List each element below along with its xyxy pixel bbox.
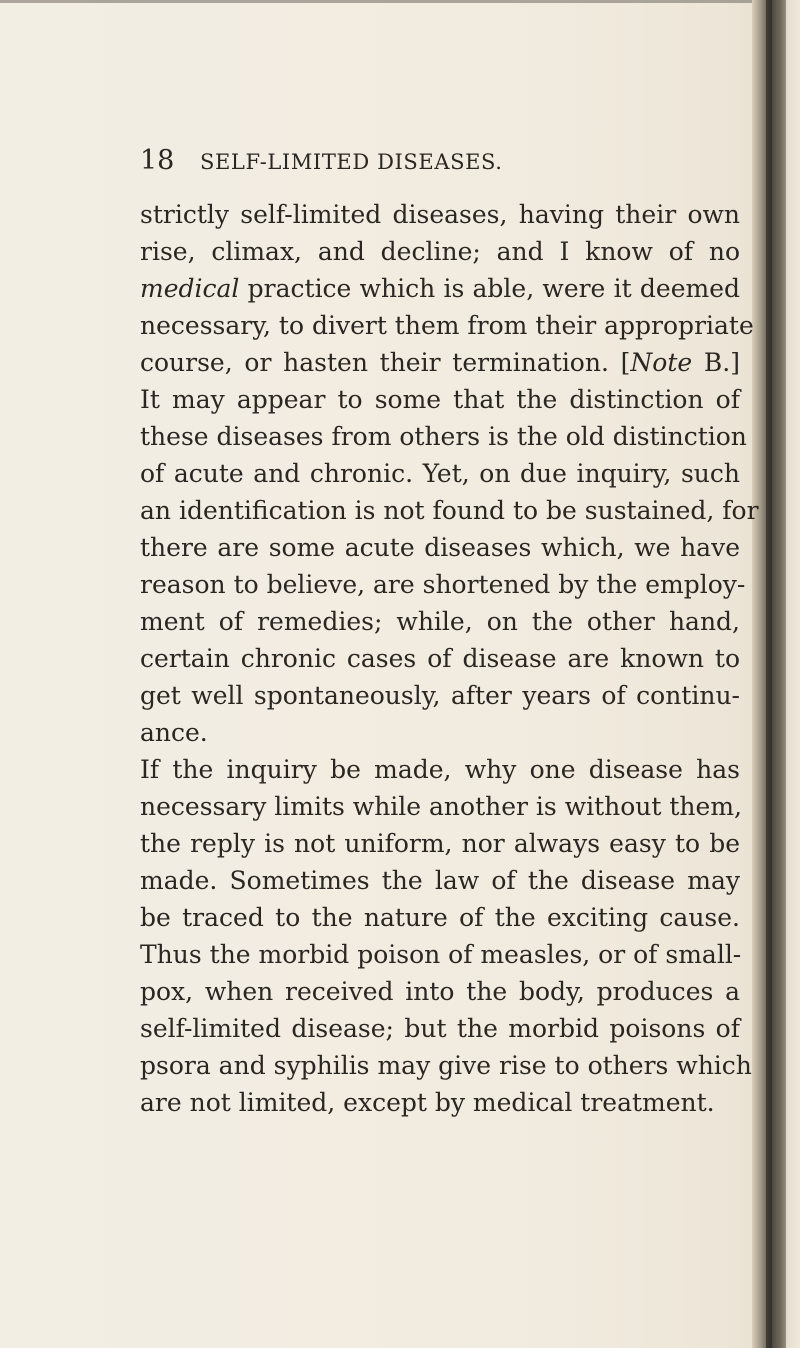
book-gutter-shadow: [766, 0, 772, 1348]
text-line: course, or hasten their termination. [Note B.]: [140, 348, 740, 377]
text-line: ment of remedies; while, on the other hand,: [140, 607, 740, 636]
italic-word: medical: [140, 274, 240, 303]
text-line: there are some acute diseases which, we have: [140, 533, 740, 562]
text-line: reason to believe, are shortened by the employ-: [140, 570, 746, 599]
text-line: Thus the morbid poison of measles, or of small-: [140, 940, 742, 969]
text-line: these diseases from others is the old distinction: [140, 422, 747, 451]
text-line: ance.: [140, 718, 208, 747]
text-line: an identification is not found to be sustained, for: [140, 496, 759, 525]
text-line: be traced to the nature of the exciting cause.: [140, 903, 740, 932]
page-number: 18: [140, 145, 175, 176]
text-line: medical practice which is able, were it deemed: [140, 274, 740, 303]
text-line: psora and syphilis may give rise to others which: [140, 1051, 752, 1080]
text-line: rise, climax, and decline; and I know of no: [140, 237, 740, 266]
text-line: get well spontaneously, after years of continu-: [140, 681, 740, 710]
text-line: of acute and chronic. Yet, on due inquiry, such: [140, 459, 740, 488]
text-line: certain chronic cases of disease are known to: [140, 644, 740, 673]
top-edge-rule: [0, 0, 760, 3]
running-head: SELF-LIMITED DISEASES.: [200, 150, 503, 174]
text-line: made. Sometimes the law of the disease may: [140, 866, 740, 895]
text-line: self-limited disease; but the morbid poisons of: [140, 1014, 740, 1043]
book-gutter-edge: [786, 0, 800, 1348]
italic-word: Note: [630, 348, 693, 377]
text-line: are not limited, except by medical treatment.: [140, 1088, 715, 1117]
text-line: the reply is not uniform, nor always easy to be: [140, 829, 740, 858]
text-line: strictly self-limited diseases, having their own: [140, 200, 740, 229]
text-line: pox, when received into the body, produces a: [140, 977, 740, 1006]
text-line: necessary, to divert them from their appropriate: [140, 311, 754, 340]
body-text: [140, 196, 759, 1121]
text-line: If the inquiry be made, why one disease has: [140, 755, 740, 784]
page-header: [140, 146, 740, 176]
text-line: It may appear to some that the distinction of: [140, 385, 740, 414]
text-line: necessary limits while another is without them,: [140, 792, 742, 821]
